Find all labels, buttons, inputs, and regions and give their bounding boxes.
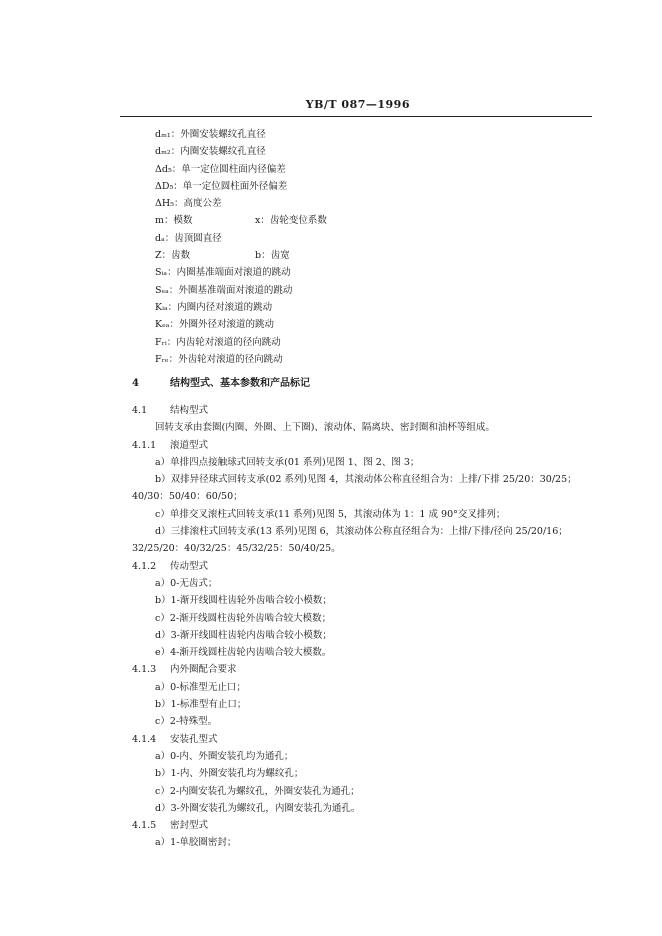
list-item: c）2-内圈安装孔为螺纹孔，外圈安装孔为通孔； — [155, 785, 360, 797]
list-item: d）3-渐开线圆柱齿轮内齿啮合较小模数； — [155, 629, 332, 641]
symbol-definition-row — [155, 247, 575, 264]
subsection-number: 4.1.3 — [132, 664, 157, 676]
subsection-title: 密封型式 — [170, 820, 209, 832]
section-body — [132, 375, 602, 852]
symbol-definition: Kᵢₐ：内圈内径对滚道的跳动 — [155, 301, 273, 313]
symbol-definition: dₐ：齿顶圆直径 — [155, 232, 222, 244]
list-item: c）2-渐开线圆柱齿轮外齿啮合较大模数； — [155, 612, 332, 624]
symbol-definition: dₘ₂：内圈安装螺纹孔直径 — [155, 146, 266, 158]
subsection-heading — [132, 817, 602, 834]
list-item: c）单排交叉滚柱式回转支承(11 系列)见图 5，其滚动体为 1：1 成 90°交叉排列； — [155, 508, 506, 520]
list-item: c）2-特殊型。 — [155, 716, 218, 728]
list-item-continuation: 32/25/20：40/32/25：45/32/25：50/40/25。 — [132, 543, 341, 555]
list-item: d）三排滚柱式回转支承(13 系列)见图 6，其滚动体公称直径组合为：上排/下排/径向 25/20/16； — [155, 526, 568, 538]
symbol-definition: x：齿轮变位系数 — [255, 215, 327, 227]
symbol-definition: Z：齿数 — [155, 250, 191, 262]
symbol-definition: dₘ₁：外圈安装螺纹孔直径 — [155, 129, 266, 140]
standard-code-header: YB/T 087—1996 — [305, 98, 410, 111]
subsection-title: 安装孔型式 — [170, 733, 218, 745]
list-item: a）0-标准型无止口； — [155, 681, 246, 693]
symbol-definition: Sₑₐ：外圈基准端面对滚道的跳动 — [155, 284, 293, 296]
list-item: a）0-无齿式； — [155, 577, 218, 589]
paragraph: 回转支承由套圈(内圈、外圈、上下圈)、滚动体、隔离块、密封圈和油杯等组成。 — [155, 422, 495, 434]
symbol-definition: Fᵣₑ：外齿轮对滚道的径向跳动 — [155, 353, 283, 365]
section-heading — [132, 375, 602, 393]
symbol-definition: ΔD₅：单一定位圆柱面外径偏差 — [155, 180, 288, 192]
symbol-definition-row — [155, 212, 575, 229]
subsection-heading — [132, 558, 602, 575]
subsection-title: 传动型式 — [170, 560, 209, 572]
list-item: a）1-单胶圈密封； — [155, 837, 237, 849]
symbol-definition: Sᵢₐ：内圈基准端面对滚道的跳动 — [155, 267, 291, 279]
subsection-heading — [132, 437, 602, 454]
list-item: d）3-外圈安装孔为螺纹孔，内圈安装孔为通孔。 — [155, 802, 361, 814]
symbol-definition: Δd₅：单一定位圆柱面内径偏差 — [155, 163, 286, 175]
subsection-heading — [132, 661, 602, 678]
subsection-title: 内外圈配合要求 — [170, 664, 237, 676]
header-rule — [120, 116, 592, 117]
list-item-continuation: 40/30：50/40：60/50； — [132, 491, 243, 503]
list-item: b）双排异径球式回转支承(02 系列)见图 4，其滚动体公称直径组合为：上排/下排 25/20：30/25； — [155, 474, 577, 486]
symbol-definitions — [155, 126, 575, 368]
list-item: e）4-渐开线圆柱齿轮内齿啮合较大模数。 — [155, 647, 332, 659]
list-item: b）1-标准型有止口； — [155, 699, 247, 711]
subsection-heading — [132, 731, 602, 748]
subsection-number: 4.1.1 — [132, 439, 157, 451]
subsection-heading — [132, 402, 602, 419]
section-number: 4 — [132, 378, 139, 389]
symbol-definition: b：齿宽 — [255, 250, 290, 262]
list-item: a）0-内、外圈安装孔均为通孔； — [155, 750, 294, 762]
subsection-title: 滚道型式 — [170, 439, 209, 451]
symbol-definition: Kₑₐ：外圈外径对滚道的跳动 — [155, 319, 274, 331]
list-item: b）1-内、外圈安装孔均为螺纹孔； — [155, 768, 304, 780]
subsection-number: 4.1 — [132, 405, 148, 416]
list-item: b）1-渐开线圆柱齿轮外齿啮合较小模数； — [155, 595, 332, 607]
symbol-definition: ΔH₅：高度公差 — [155, 198, 222, 210]
list-item: a）单排四点接触球式回转支承(01 系列)见图 1、图 2、图 3； — [155, 456, 420, 468]
subsection-number: 4.1.4 — [132, 733, 157, 745]
symbol-definition: Fᵣᵢ：内齿轮对滚道的径向跳动 — [155, 336, 281, 348]
subsection-number: 4.1.5 — [132, 820, 157, 832]
symbol-definition: m：模数 — [155, 215, 193, 227]
subsection-title: 结构型式 — [170, 405, 209, 416]
section-title: 结构型式、基本参数和产品标记 — [170, 378, 310, 389]
subsection-number: 4.1.2 — [132, 560, 157, 572]
